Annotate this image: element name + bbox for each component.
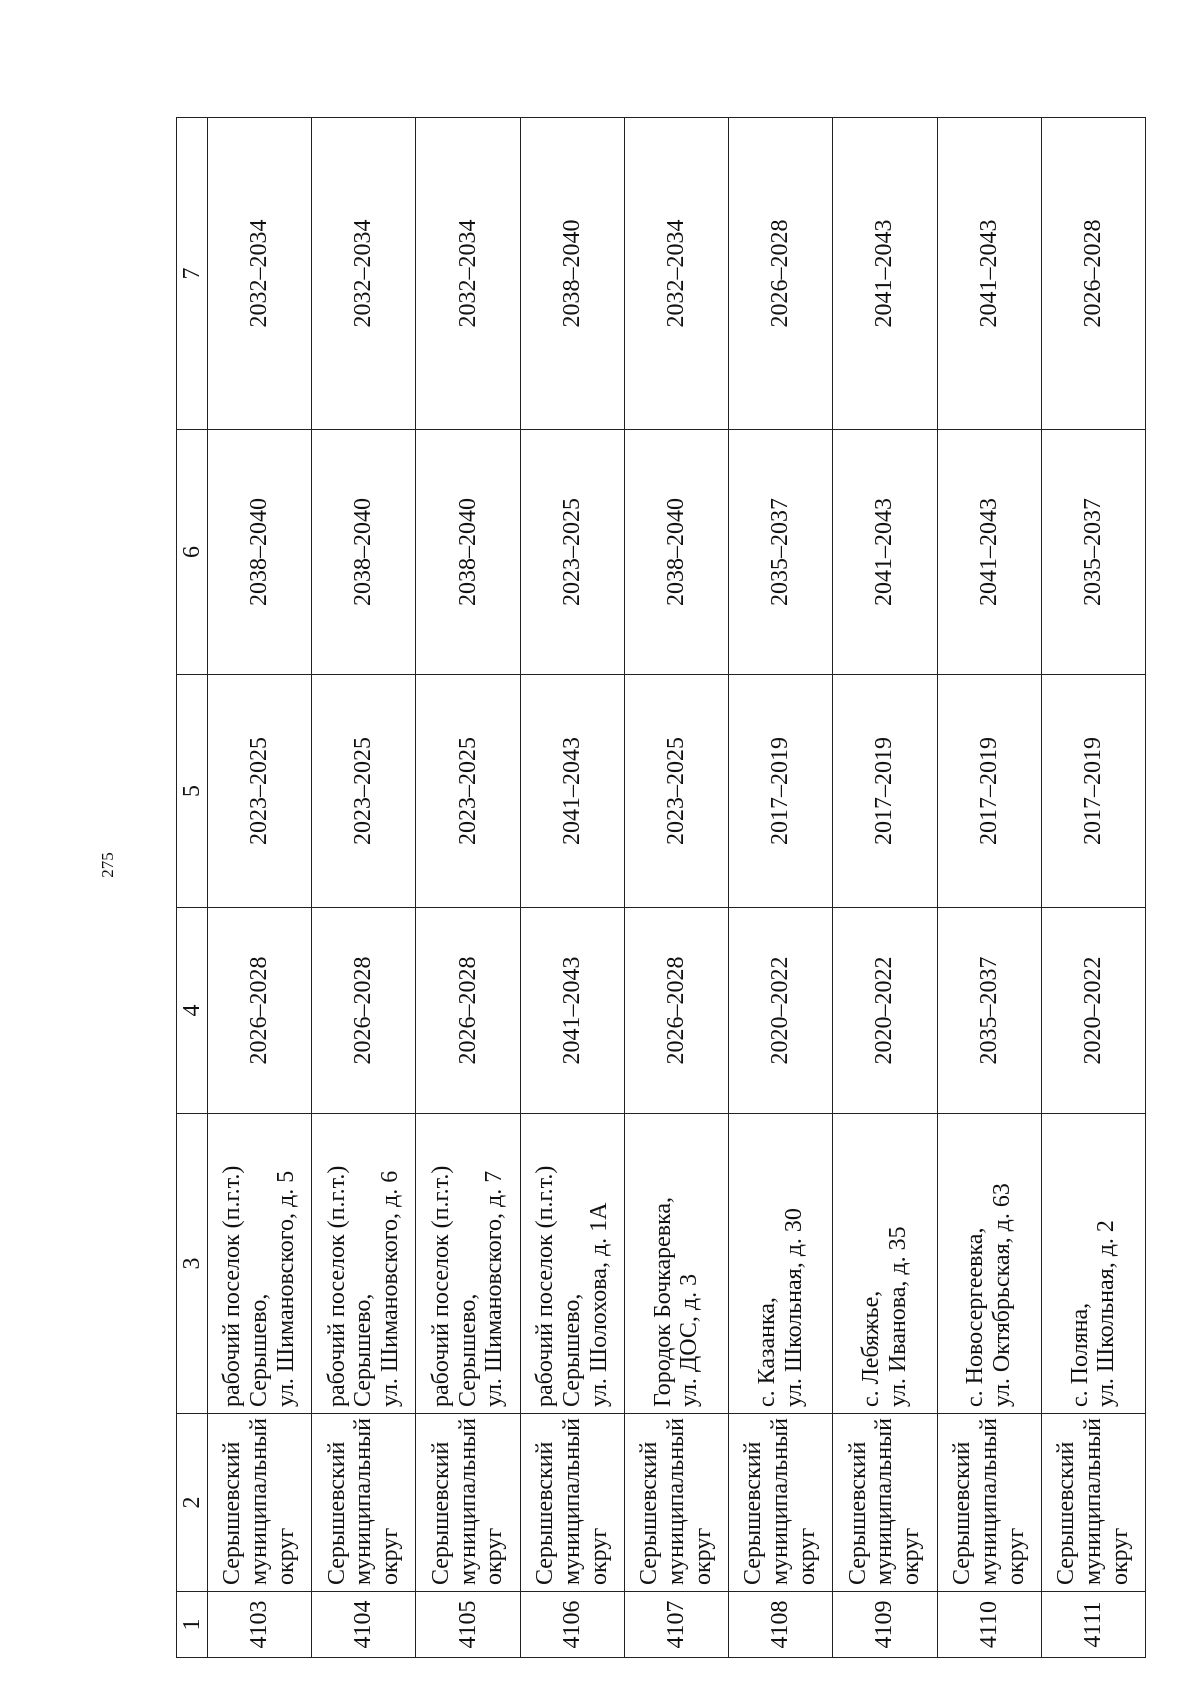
row-number-cell: 4104: [312, 1592, 416, 1658]
header-row: [177, 118, 208, 1658]
table-row: [312, 118, 416, 1658]
column-header-5: 5: [177, 675, 208, 908]
municipality-cell-line: Серышевский: [948, 1441, 975, 1585]
row-number-cell: 4106: [520, 1592, 624, 1658]
municipality-cell-line: округ: [689, 1527, 716, 1585]
period-cell-4: 2026–2028: [416, 908, 520, 1114]
period-cell-7: 2032–2034: [416, 118, 520, 430]
period-cell-7: 2026–2028: [1041, 118, 1145, 430]
period-cell-6: 2038–2040: [416, 430, 520, 675]
period-cell-4: 2035–2037: [937, 908, 1041, 1114]
address-cell-line: с. Новосергеевка,: [962, 1227, 989, 1407]
row-number-cell: 4109: [833, 1592, 937, 1658]
address-cell: [416, 1114, 520, 1414]
municipality-cell: [416, 1414, 520, 1592]
period-cell-7: 2032–2034: [624, 118, 728, 430]
address-cell-line: ул. Шимановского, д. 6: [377, 1170, 404, 1407]
address-cell-line: ул. Иванова, д. 35: [884, 1226, 911, 1407]
municipality-cell: [937, 1414, 1041, 1592]
column-header-4: 4: [177, 908, 208, 1114]
municipality-cell-line: муниципальный: [558, 1417, 585, 1585]
municipality-cell-line: муниципальный: [871, 1417, 898, 1585]
municipality-cell-line: округ: [898, 1527, 925, 1585]
address-cell-line: ул. Школьная, д. 30: [780, 1208, 807, 1407]
municipality-cell-line: муниципальный: [663, 1417, 690, 1585]
row-number-cell: 4110: [937, 1592, 1041, 1658]
rotated-table-wrapper: [176, 118, 1146, 1658]
period-cell-5: 2041–2043: [520, 675, 624, 908]
row-number-cell: 4108: [729, 1592, 833, 1658]
period-cell-6: 2038–2040: [312, 430, 416, 675]
municipality-cell-line: муниципальный: [454, 1417, 481, 1585]
address-cell-line: Серышево,: [246, 1293, 273, 1407]
period-cell-4: 2020–2022: [833, 908, 937, 1114]
column-header-2: 2: [177, 1414, 208, 1592]
period-cell-5: 2017–2019: [937, 675, 1041, 908]
address-cell: [520, 1114, 624, 1414]
municipality-cell: [1041, 1414, 1145, 1592]
municipality-cell-line: муниципальный: [767, 1417, 794, 1585]
address-cell-line: ул. Шолохова, д. 1А: [585, 1202, 612, 1407]
address-cell-line: Серышево,: [454, 1293, 481, 1407]
period-cell-5: 2023–2025: [208, 675, 312, 908]
address-cell: [208, 1114, 312, 1414]
address-cell-line: рабочий поселок (п.г.т.): [531, 1165, 558, 1407]
row-number-cell: 4105: [416, 1592, 520, 1658]
period-cell-4: 2026–2028: [624, 908, 728, 1114]
address-cell: [937, 1114, 1041, 1414]
period-cell-4: 2020–2022: [729, 908, 833, 1114]
municipality-cell-line: Серышевский: [219, 1441, 246, 1585]
table-row: [208, 118, 312, 1658]
period-cell-7: 2041–2043: [937, 118, 1041, 430]
table-body: [208, 118, 1146, 1658]
address-cell-line: Городок Бочкаревка,: [649, 1196, 676, 1407]
table-row: [416, 118, 520, 1658]
municipality-cell-line: муниципальный: [350, 1417, 377, 1585]
municipality-cell-line: округ: [273, 1527, 300, 1585]
municipality-cell-line: Серышевский: [740, 1441, 767, 1585]
period-cell-5: 2017–2019: [833, 675, 937, 908]
schedule-table: [176, 117, 1146, 1658]
row-number-cell: 4111: [1041, 1592, 1145, 1658]
period-cell-7: 2032–2034: [312, 118, 416, 430]
municipality-cell-line: округ: [377, 1527, 404, 1585]
municipality-cell-line: округ: [1002, 1527, 1029, 1585]
period-cell-4: 2026–2028: [312, 908, 416, 1114]
municipality-cell: [624, 1414, 728, 1592]
period-cell-7: 2026–2028: [729, 118, 833, 430]
municipality-cell-line: округ: [794, 1527, 821, 1585]
address-cell-line: ул. Шимановского, д. 5: [273, 1170, 300, 1407]
period-cell-6: 2041–2043: [833, 430, 937, 675]
period-cell-5: 2023–2025: [416, 675, 520, 908]
address-cell: [624, 1114, 728, 1414]
municipality-cell-line: округ: [1106, 1527, 1133, 1585]
period-cell-5: 2023–2025: [624, 675, 728, 908]
period-cell-6: 2023–2025: [520, 430, 624, 675]
address-cell-line: рабочий поселок (п.г.т.): [427, 1165, 454, 1407]
column-header-3: 3: [177, 1114, 208, 1414]
period-cell-7: 2032–2034: [208, 118, 312, 430]
table-row: [937, 118, 1041, 1658]
period-cell-7: 2038–2040: [520, 118, 624, 430]
period-cell-4: 2026–2028: [208, 908, 312, 1114]
municipality-cell: [729, 1414, 833, 1592]
period-cell-6: 2038–2040: [208, 430, 312, 675]
municipality-cell-line: муниципальный: [246, 1417, 273, 1585]
table-row: [520, 118, 624, 1658]
municipality-cell: [833, 1414, 937, 1592]
address-cell-line: Серышево,: [558, 1293, 585, 1407]
municipality-cell-line: округ: [585, 1527, 612, 1585]
municipality-cell-line: Серышевский: [531, 1441, 558, 1585]
municipality-cell: [208, 1414, 312, 1592]
period-cell-6: 2035–2037: [1041, 430, 1145, 675]
column-header-6: 6: [177, 430, 208, 675]
municipality-cell-line: муниципальный: [1079, 1417, 1106, 1585]
municipality-cell-line: Серышевский: [427, 1441, 454, 1585]
address-cell-line: рабочий поселок (п.г.т.): [323, 1165, 350, 1407]
address-cell-line: ул. Шимановского, д. 7: [481, 1170, 508, 1407]
column-header-7: 7: [177, 118, 208, 430]
period-cell-5: 2023–2025: [312, 675, 416, 908]
table-row: [1041, 118, 1145, 1658]
address-cell-line: Серышево,: [350, 1293, 377, 1407]
address-cell: [1041, 1114, 1145, 1414]
period-cell-4: 2020–2022: [1041, 908, 1145, 1114]
row-number-cell: 4107: [624, 1592, 728, 1658]
municipality-cell-line: муниципальный: [975, 1417, 1002, 1585]
address-cell-line: ул. ДОС, д. 3: [676, 1273, 703, 1407]
table-row: [624, 118, 728, 1658]
address-cell-line: ул. Школьная, д. 2: [1093, 1220, 1120, 1407]
row-number-cell: 4103: [208, 1592, 312, 1658]
municipality-cell: [520, 1414, 624, 1592]
period-cell-5: 2017–2019: [1041, 675, 1145, 908]
address-cell-line: с. Казанка,: [753, 1297, 780, 1407]
municipality-cell-line: Серышевский: [636, 1441, 663, 1585]
address-cell-line: рабочий поселок (п.г.т.): [219, 1165, 246, 1407]
address-cell-line: с. Поляна,: [1066, 1302, 1093, 1407]
address-cell-line: с. Лебяжье,: [858, 1290, 885, 1407]
period-cell-4: 2041–2043: [520, 908, 624, 1114]
column-header-1: 1: [177, 1592, 208, 1658]
period-cell-6: 2041–2043: [937, 430, 1041, 675]
period-cell-7: 2041–2043: [833, 118, 937, 430]
address-cell: [312, 1114, 416, 1414]
address-cell-line: ул. Октябрьская, д. 63: [989, 1183, 1016, 1407]
municipality-cell-line: Серышевский: [844, 1441, 871, 1585]
address-cell: [833, 1114, 937, 1414]
address-cell: [729, 1114, 833, 1414]
period-cell-6: 2038–2040: [624, 430, 728, 675]
municipality-cell-line: округ: [481, 1527, 508, 1585]
municipality-cell-line: Серышевский: [1053, 1441, 1080, 1585]
period-cell-6: 2035–2037: [729, 430, 833, 675]
municipality-cell: [312, 1414, 416, 1592]
table-row: [729, 118, 833, 1658]
municipality-cell-line: Серышевский: [323, 1441, 350, 1585]
page-number: 275: [98, 852, 117, 878]
period-cell-5: 2017–2019: [729, 675, 833, 908]
table-row: [833, 118, 937, 1658]
